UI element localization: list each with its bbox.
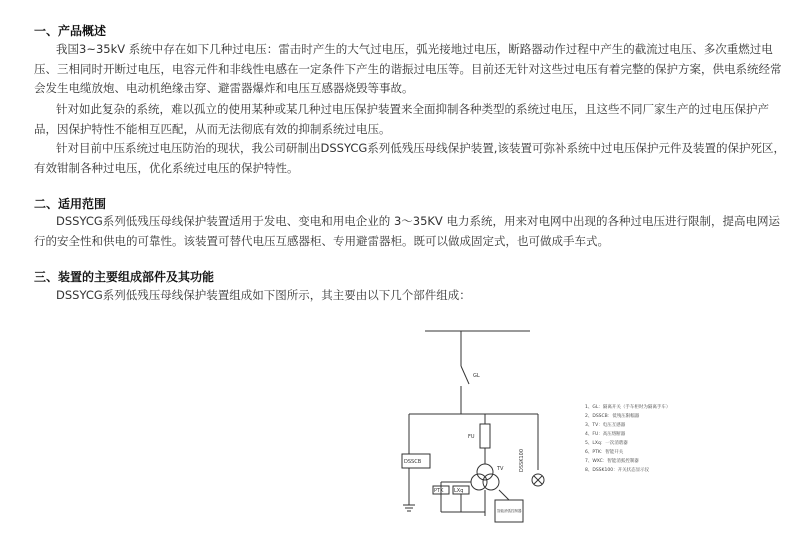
legend-item: 1、GL：隔离开关（手车柜时为隔离手车） xyxy=(585,405,671,410)
legend-item: 7、WXC：智能消弧控制器 xyxy=(585,459,639,464)
overview-paragraph-1: 我国3~35kV 系统中存在如下几种过电压：雷击时产生的大气过电压，弧光接地过电压，断路器动作过程中产生的截流过电压、多次重燃过电压、三相同时开断过电压，电容元件和非线性电感在一定条件下产生的谐振过电压等。目前还无针对这些过电压有着完整的保护方案，供电系统经常会发生电缆放炮、电动机绝缘击穿、避雷器爆炸和电压互感器烧毁等事故。 xyxy=(34,42,782,95)
ptk-label: PTK xyxy=(434,488,444,494)
gl-label: GL xyxy=(473,373,480,379)
transformer-coil-right-icon xyxy=(483,474,499,490)
lxq-label: LXq xyxy=(454,488,464,494)
section-heading-scope: 二、适用范围 xyxy=(34,197,107,211)
legend-item: 6、PTK：智能开关 xyxy=(585,450,624,455)
transformer-coil-left-icon xyxy=(471,474,487,490)
dsscb-label: DSSCB xyxy=(404,459,422,465)
overview-paragraph-3: 针对目前中压系统过电压防治的现状，我公司研制出DSSYCG系列低残压母线保护装置,该装置可弥补系统中过电压保护元件及装置的保护死区，有效钳制各种过电压，优化系统过电压的保护特性。 xyxy=(34,141,785,175)
transformer-coil-top-icon xyxy=(477,464,493,480)
tv-label: TV xyxy=(497,466,504,472)
scope-paragraph: DSSYCG系列低残压母线保护装置适用于发电、变电和用电企业的 3～35KV 电力系统，用来对电网中出现的各种过电压进行限制，提高电网运行的安全性和供电的可靠性。该装置可替代电压互感器柜、专用避雷器柜。既可以做成固定式，也可做成手车式。 xyxy=(34,214,780,248)
section-heading-overview: 一、产品概述 xyxy=(34,24,107,38)
fuse-icon xyxy=(480,424,490,448)
controller-label: 智能消弧控制器 xyxy=(497,509,522,513)
legend-list xyxy=(585,403,670,473)
legend-item: 2、DSSCB：低残压限幅器 xyxy=(585,414,640,419)
wiring-diagram xyxy=(395,320,695,532)
legend-item: 8、DSSK100：开关状态显示仪 xyxy=(585,468,650,473)
dssk-label: DSSK100 xyxy=(519,448,525,472)
overview-paragraph-2: 针对如此复杂的系统，难以孤立的使用某种或某几种过电压保护装置来全面抑制各种类型的系统过电压，且这些不同厂家生产的过电压保护产品，因保护特性不能相互匹配，从而无法彻底有效的抑制系统过电压。 xyxy=(34,102,769,136)
legend-item: 3、TV：电压互感器 xyxy=(585,423,626,428)
fu-label: FU xyxy=(468,434,475,440)
legend-item: 4、FU：高压熔断器 xyxy=(585,432,626,437)
isolator-switch-icon xyxy=(461,366,469,384)
legend-item: 5、LXq：一次消谐器 xyxy=(585,441,628,446)
section-heading-components: 三、装置的主要组成部件及其功能 xyxy=(34,270,215,284)
wiring-diagram-svg xyxy=(395,320,695,532)
components-paragraph: DSSYCG系列低残压母线保护装置组成如下图所示，其主要由以下几个部件组成： xyxy=(56,288,471,302)
